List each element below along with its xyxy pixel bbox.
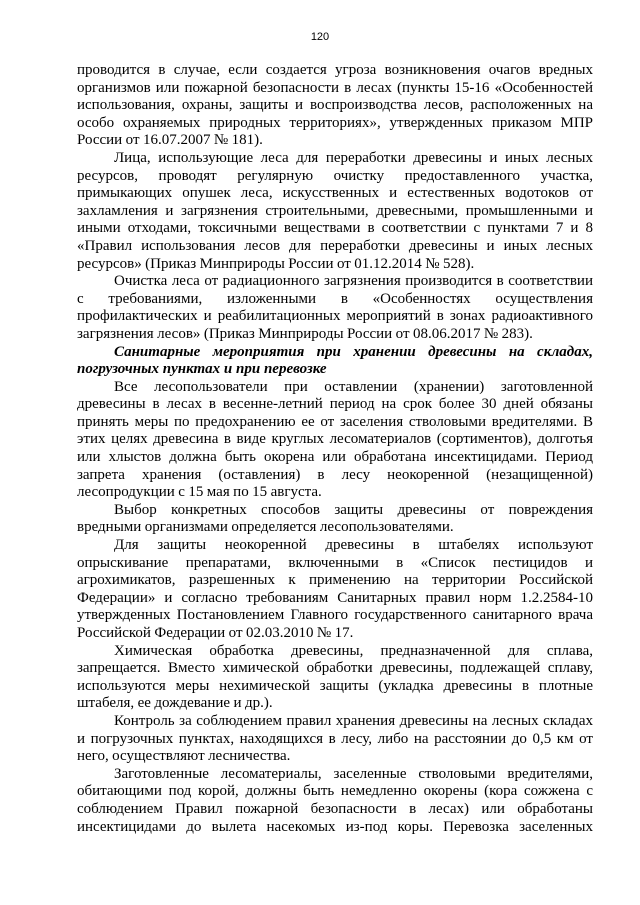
paragraph-storage-protection: Все лесопользователи при оставлении (хранении) заготовленной древесины в лесах в весенне-летний период на срок более 30 дней обязаны принять меры по предохранению ее от заселения стволовыми вредителями. В этих целях древесина в виде круглых лесоматериалов (сортиментов), долготья или хлыстов должна быть окорена или обработана инсектицидами. Период запрета хранения (оставления) в лесу неокоренной (незащищенной) лесопродукции с 15 мая по 15 августа. <box>77 378 593 501</box>
paragraph-forest-cleaning: Лица, использующие леса для переработки древесины и иных лесных ресурсов, проводят регулярную очистку предоставленного участка, примыкающих опушек леса, искусственных и естественных водотоков от захламления и загрязнения строительными, древесными, промышленными и иными отходами, токсичными веществами в соответствии с пунктами 7 и 8 «Правил использования лесов для переработки древесины и иных лесных ресурсов» (Приказ Минприроды России от 01.12.2014 № 528). <box>77 149 593 272</box>
page-number: 120 <box>310 31 330 43</box>
paragraph-spraying: Для защиты неокоренной древесины в штабелях используют опрыскивание препаратами, включенными в «Список пестицидов и агрохимикатов, разрешенных к применению на территории Российской Федерации» и согласно требованиям Санитарных правил норм 1.2.2584-10 утвержденных Постановлением Главного государственного санитарного врача Российской Федерации от 02.03.2010 № 17. <box>77 537 593 641</box>
section-heading: Санитарные мероприятия при хранении древесины на складах, погрузочных пунктах и при перевозке <box>77 343 593 378</box>
paragraph-continuation: проводится в случае, если создается угроза возникновения очагов вредных организмов или пожарной безопасности в лесах (пункты 15-16 «Особенностей использования, охраны, защиты и воспроизводства лесов, расположенных на особо охраняемых природных территориях», утвержденных приказом МПР России от 16.07.2007 № 181). <box>77 62 593 149</box>
paragraph-chemical-treatment: Химическая обработка древесины, предназначенной для сплава, запрещается. Вместо химической обработки древесины, подлежащей сплаву, используются меры нехимической защиты (укладка древесины в плотные штабеля, ее дождевание и др.). <box>77 642 593 712</box>
paragraph-protection-methods: Выбор конкретных способов защиты древесины от повреждения вредными организмами определяется лесопользователями. <box>77 501 593 536</box>
paragraph-control: Контроль за соблюдением правил хранения древесины на лесных складах и погрузочных пунктах, находящихся в лесу, либо на расстоянии до 0,5 км от него, осуществляют лесничества. <box>77 712 593 765</box>
paragraph-radiation-cleaning: Очистка леса от радиационного загрязнения производится в соответствии с требованиями, изложенными в «Особенностях осуществления профилактических и реабилитационных мероприятий в зонах радиоактивного загрязнения лесов» (Приказ Минприроды России от 08.06.2017 № 283). <box>77 273 593 342</box>
paragraph-infested-timber: Заготовленные лесоматериалы, заселенные стволовыми вредителями, обитающими под корой, должны быть немедленно окорены (кора сожжена с соблюдением Правил пожарной безопасности в лесах) или обработаны инсектицидами до вылета насекомых из-под коры. Перевозка заселенных <box>77 765 593 835</box>
document-body <box>77 62 593 836</box>
